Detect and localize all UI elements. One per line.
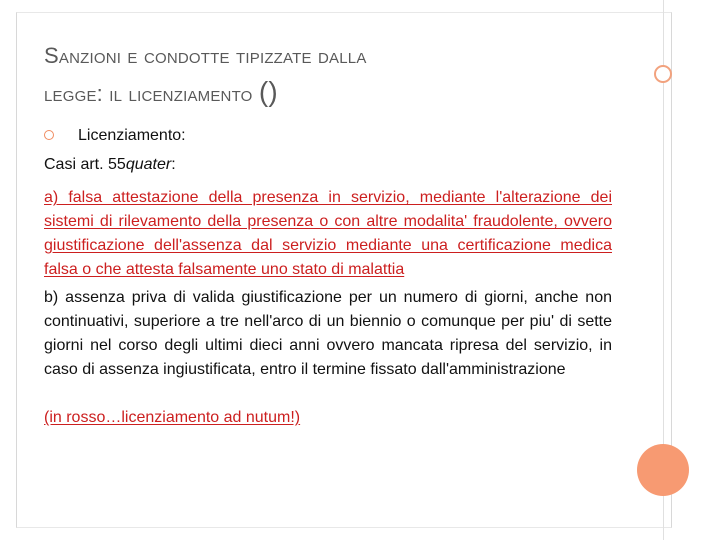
case-suffix: : <box>171 156 176 173</box>
paragraph-b: b) assenza priva di valida giustificazione per un numero di giorni, anche non continuativi, superiore a tre nell'arco di un biennio o comunque per piu' di sette giorni nel corso degli ultimi dieci anni ovvero mancata ripresa del servizio, in caso di assenza ingiustificata, entro il termine fissato dall'amministrazione <box>44 289 612 378</box>
paragraph-a: a) falsa attestazione della presenza in servizio, mediante l'alterazione dei sistemi di rilevamento della presenza o con altre modalita' fraudolente, ovvero giustificazione dell'assenza dal servizio mediante una certificazione medica falsa o che attesta falsamente uno stato di malattia <box>44 189 612 278</box>
decor-ring-icon <box>654 65 672 83</box>
title-line-2-text: legge: il licenziamento <box>44 81 259 106</box>
bullet-item <box>44 122 612 150</box>
decor-dot-icon <box>637 444 689 496</box>
title-line-2 <box>44 74 367 112</box>
slide-content <box>44 122 612 430</box>
case-prefix: Casi art. 55 <box>44 156 126 173</box>
slide-title <box>44 38 367 112</box>
case-heading <box>44 152 612 178</box>
title-parentheses: () <box>258 76 278 107</box>
case-italic: quater <box>125 156 172 173</box>
bullet-circle-icon <box>44 130 54 140</box>
title-line-1: Sanzioni e condotte tipizzate dalla <box>44 43 367 68</box>
bullet-text: Licenziamento: <box>78 127 186 144</box>
red-note: (in rosso…licenziamento ad nutum!) <box>44 409 301 426</box>
